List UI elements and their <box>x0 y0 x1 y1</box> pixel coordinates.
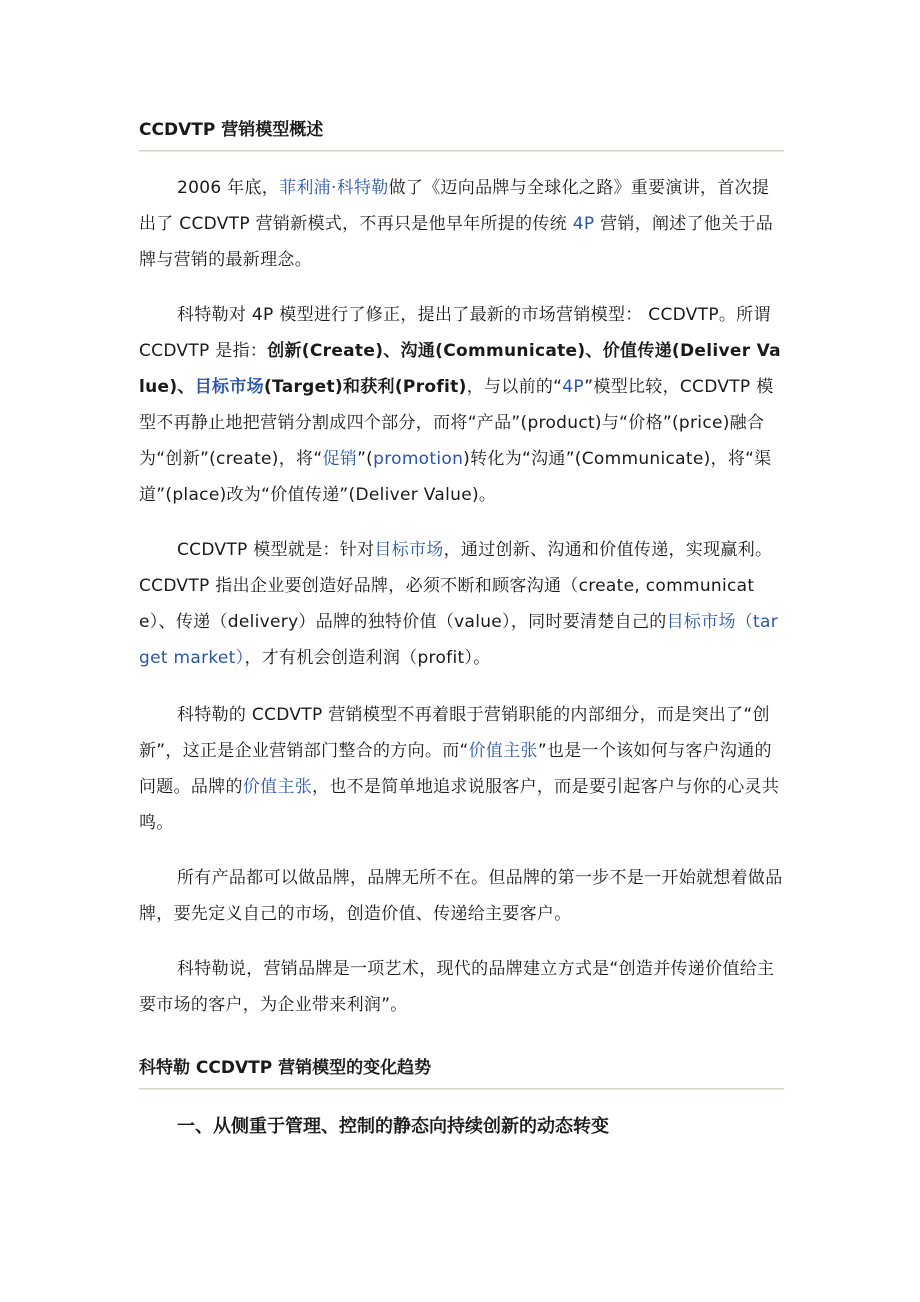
text-run: ，与以前的“ <box>466 377 563 397</box>
bold-text-run: (Target)和获利(Profit) <box>263 377 467 397</box>
section-divider <box>139 150 784 152</box>
paragraph-intro <box>139 170 784 278</box>
text-run: 做了《迈向品牌与全球化之路》重要演讲，首次提出了 CCDVTP 营销新模式，不再只是他早年所提的传统 <box>139 178 770 234</box>
kotler-link[interactable]: 菲利浦·科特勒 <box>279 178 389 198</box>
paragraph-brands <box>139 860 784 932</box>
text-run: ，也不是简单地追求说服客户，而是要引起客户与你的心灵共鸣。 <box>139 777 780 833</box>
text-run: )转化为“沟通”(Communicate)，将“渠道”(place)改为“价值传递”(Deliver Value)。 <box>139 449 772 505</box>
text-run: 科特勒说，营销品牌是一项艺术，现代的品牌建立方式是“创造并传递价值给主要市场的客户，为企业带来利润”。 <box>139 959 775 1015</box>
value-proposition-link[interactable]: 价值主张 <box>242 777 313 797</box>
target-market-link[interactable]: 目标市场（target market） <box>139 612 779 668</box>
text-run: CCDVTP 模型就是：针对 <box>177 540 375 560</box>
text-run: ，才有机会创造利润（profit）。 <box>244 648 491 668</box>
text-run: ”也是一个该如何与客户沟通的问题。品牌的 <box>139 741 772 797</box>
section-title-overview: CCDVTP 营销模型概述 <box>139 120 324 140</box>
text-run: ”模型比较，CCDVTP 模型不再静止地把营销分割成四个部分，而将“产品”(product)与“价格”(price)融合为“创新”(create)，将“ <box>139 377 774 469</box>
text-run: 营销，阐述了他关于品牌与营销的最新理念。 <box>139 214 774 270</box>
4p-link[interactable]: 4P <box>562 377 585 397</box>
sub-heading-1: 一、从侧重于管理、控制的静态向持续创新的动态转变 <box>177 1116 609 1137</box>
text-run: ，通过创新、沟通和价值传递，实现赢利。CCDVTP 指出企业要创造好品牌，必须不断和顾客沟通（create, communicate）、传递（delivery）品牌的独特价值（value），同时要清楚自己的 <box>139 540 773 632</box>
section-divider <box>139 1088 784 1090</box>
text-run: 所有产品都可以做品牌，品牌无所不在。但品牌的第一步不是一开始就想着做品牌，要先定义自己的市场，创造价值、传递给主要客户。 <box>139 868 783 924</box>
paragraph-innovation <box>139 697 784 841</box>
text-run: 科特勒对 4P 模型进行了修正，提出了最新的市场营销模型： CCDVTP。所谓 CCDVTP 是指： <box>139 305 771 361</box>
text-run: 科特勒的 CCDVTP 营销模型不再着眼于营销职能的内部细分，而是突出了“创新”，这正是企业营销部门整合的方向。而“ <box>139 705 770 761</box>
paragraph-definition <box>139 297 784 513</box>
promotion-en-link[interactable]: promotion <box>373 449 464 469</box>
text-run: 2006 年底， <box>177 178 280 198</box>
text-run: ”( <box>357 449 374 469</box>
4p-link[interactable]: 4P <box>572 214 595 234</box>
promotion-cn-link[interactable]: 促销 <box>322 449 358 469</box>
paragraph-model <box>139 532 784 676</box>
target-market-link[interactable]: 目标市场 <box>374 540 444 560</box>
target-market-link[interactable]: 目标市场 <box>194 377 264 397</box>
value-proposition-link[interactable]: 价值主张 <box>468 741 538 761</box>
paragraph-art <box>139 951 784 1023</box>
section-title-trends: 科特勒 CCDVTP 营销模型的变化趋势 <box>139 1058 432 1078</box>
bold-text-run: 创新(Create)、沟通(Communicate)、价值传递(Deliver Value)、 <box>139 341 781 397</box>
